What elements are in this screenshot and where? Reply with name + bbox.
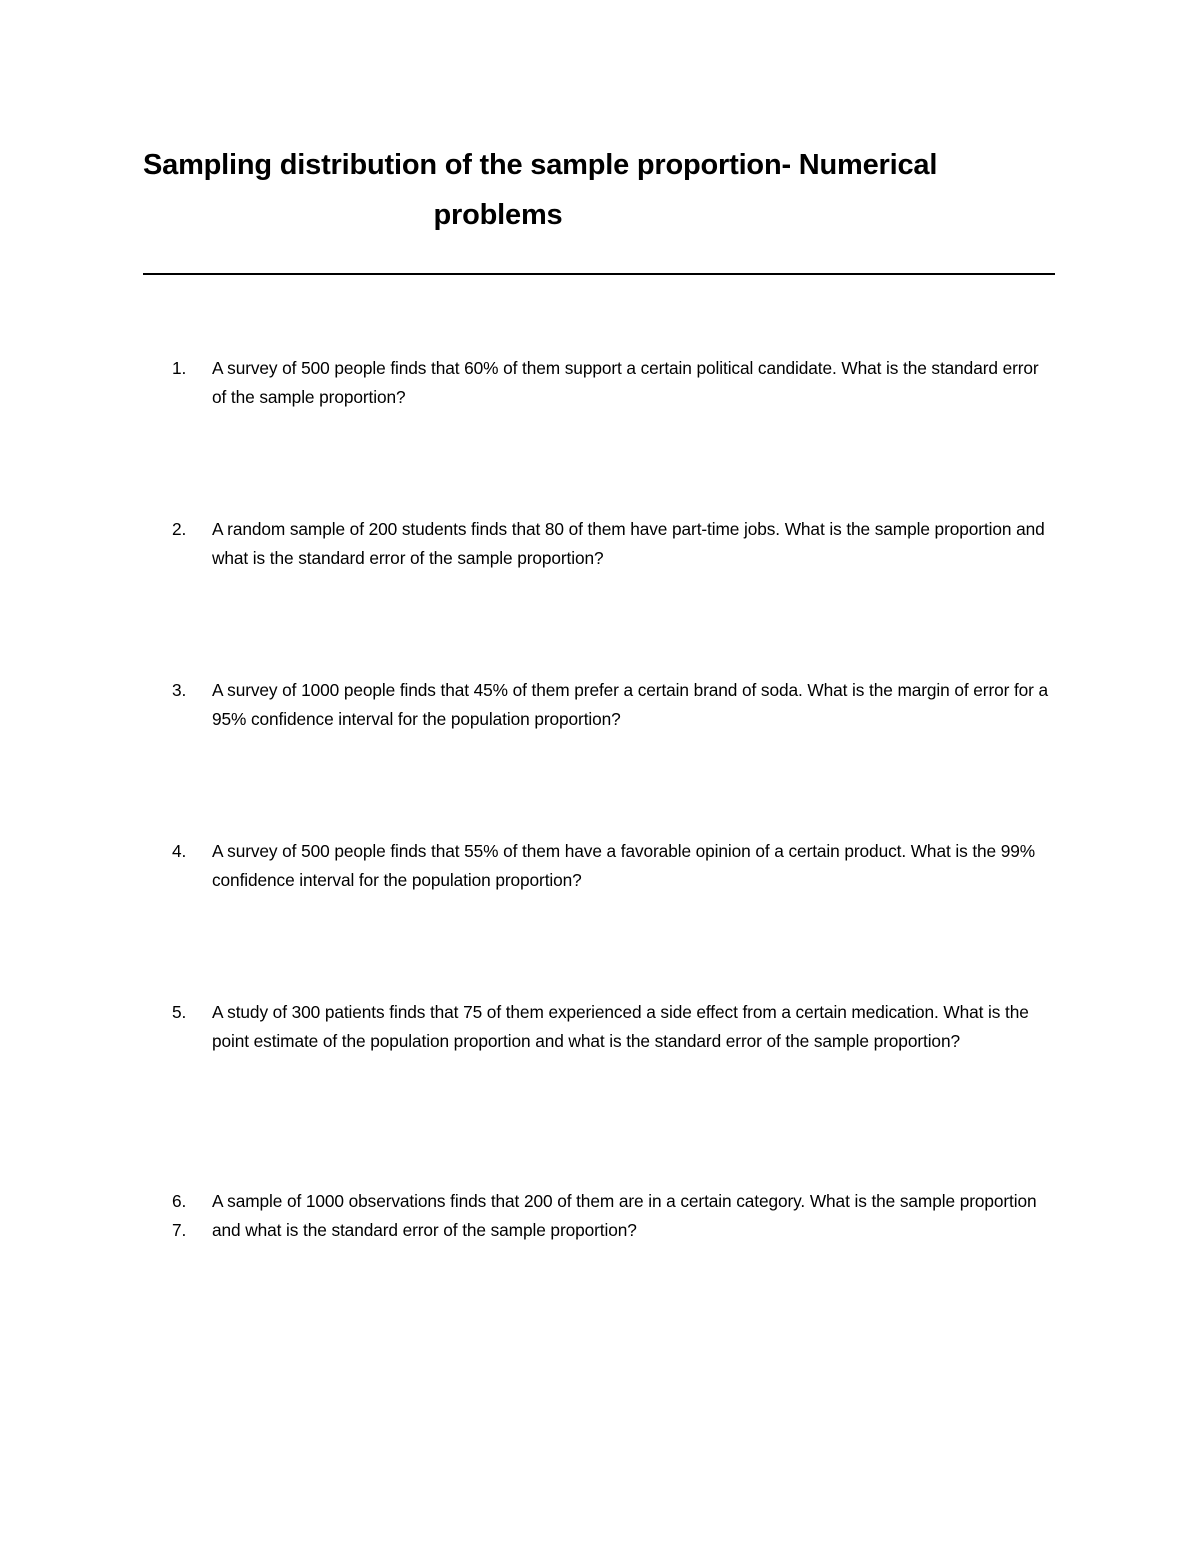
title-underline-rule xyxy=(143,273,1055,275)
problem-number: 1. xyxy=(172,358,187,378)
problem-number: 4. xyxy=(172,841,187,861)
problem-item-3 xyxy=(172,676,1052,734)
problem-text: A survey of 1000 people finds that 45% of them prefer a certain brand of soda. What is the margin of error for a 95% confidence interval for the population proportion? xyxy=(212,680,1049,729)
problem-number: 3. xyxy=(172,680,187,700)
problem-text: A sample of 1000 observations finds that 200 of them are in a certain category. What is the sample proportion and what is the standard error of the sample proportion? xyxy=(212,1191,1037,1240)
problem-text: A survey of 500 people finds that 60% of them support a certain political candidate. What is the standard error of the sample proportion? xyxy=(212,358,1039,407)
problem-item-1 xyxy=(172,354,1052,412)
problem-text: A study of 300 patients finds that 75 of them experienced a side effect from a certain medication. What is the point estimate of the population proportion and what is the standard error of the sample proportion? xyxy=(212,1002,1029,1051)
problem-item-5 xyxy=(172,998,1052,1056)
problem-text: A random sample of 200 students finds that 80 of them have part-time jobs. What is the sample proportion and what is the standard error of the sample proportion? xyxy=(212,519,1045,568)
problem-item-4 xyxy=(172,837,1052,895)
title-line-1: Sampling distribution of the sample proportion- Numerical xyxy=(143,149,938,181)
problem-number: 2. xyxy=(172,519,187,539)
problem-text: A survey of 500 people finds that 55% of them have a favorable opinion of a certain product. What is the 99% confidence interval for the population proportion? xyxy=(212,841,1036,890)
title-line-2: problems xyxy=(433,199,563,231)
problem-numbers xyxy=(172,1187,202,1245)
problem-item-6 xyxy=(172,1187,1052,1245)
problem-number: 5. xyxy=(172,1002,187,1022)
problem-number-secondary: 7. xyxy=(172,1220,187,1240)
document-title xyxy=(143,140,1058,240)
problem-number: 6. xyxy=(172,1191,187,1211)
problem-item-2 xyxy=(172,515,1052,573)
